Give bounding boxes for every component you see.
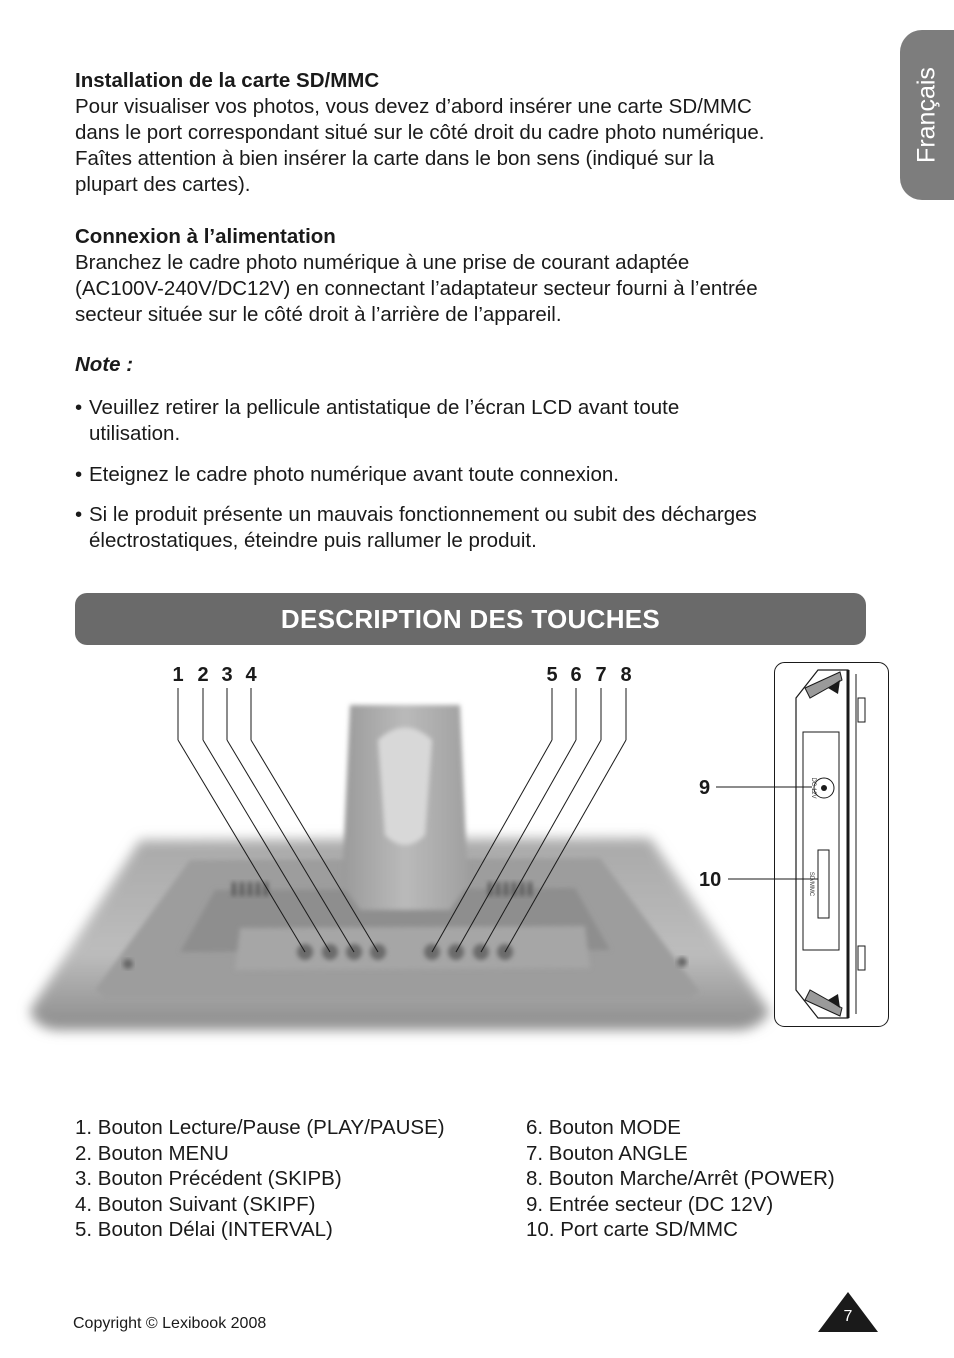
- dc-port-label: DC 12V: [810, 777, 816, 799]
- paragraph-line: Faîtes attention à bien insérer la carte dans le bon sens (indiqué sur la: [75, 147, 715, 170]
- page-number: 7: [843, 1308, 853, 1325]
- bullet-symbol: •: [75, 396, 83, 419]
- bullet-line: Veuillez retirer la pellicule antistatique de l’écran LCD avant toute: [89, 396, 680, 419]
- note-bullet: [75, 395, 875, 447]
- note-bullet: [75, 502, 875, 554]
- callout-5: 5: [546, 664, 558, 686]
- language-tab: [900, 30, 954, 200]
- screw-hole: [123, 959, 133, 969]
- legend-item: 5. Bouton Délai (INTERVAL): [75, 1218, 333, 1241]
- language-tab-label: Français: [912, 67, 941, 163]
- legend-item: 3. Bouton Précédent (SKIPB): [75, 1167, 342, 1190]
- paragraph-line: dans le port correspondant situé sur le côté droit du cadre photo numérique.: [75, 121, 765, 144]
- bullet-line: Si le produit présente un mauvais fonctionnement ou subit des décharges: [89, 503, 757, 526]
- paragraph-line: Pour visualiser vos photos, vous devez d’abord insérer une carte SD/MMC: [75, 95, 752, 118]
- card-slot-label: SD/MMC: [808, 871, 814, 897]
- bullet-line: électrostatiques, éteindre puis rallumer le produit.: [89, 529, 537, 552]
- section-sd-card: [75, 68, 875, 198]
- side-view: [775, 663, 889, 1027]
- callout-1: 1: [172, 664, 184, 686]
- callout-3: 3: [221, 664, 233, 686]
- section-banner: [75, 593, 866, 645]
- callout-2: 2: [197, 664, 209, 686]
- legend-item: 4. Bouton Suivant (SKIPF): [75, 1192, 316, 1216]
- card-slot: [818, 850, 829, 918]
- frame-back-view: [30, 705, 770, 1030]
- screw-hole: [677, 957, 687, 967]
- section-heading: Connexion à l’alimentation: [75, 225, 336, 248]
- paragraph-line: plupart des cartes).: [75, 173, 251, 196]
- callout-9: 9: [699, 777, 711, 799]
- bullet-symbol: •: [75, 503, 83, 526]
- legend-item: 9. Entrée secteur (DC 12V): [526, 1192, 774, 1216]
- note-bullet: [75, 462, 875, 488]
- paragraph-line: Branchez le cadre photo numérique à une prise de courant adaptée: [75, 251, 690, 274]
- legend-item: 6. Bouton MODE: [526, 1116, 681, 1139]
- legend-left: [75, 1115, 445, 1243]
- bullet-line: Eteignez le cadre photo numérique avant toute connexion.: [89, 463, 619, 486]
- paragraph-line: secteur située sur le côté droit à l’arrière de l’appareil.: [75, 303, 562, 326]
- callout-4: 4: [245, 664, 257, 686]
- legend-item: 7. Bouton ANGLE: [526, 1141, 688, 1165]
- legend-item: 2. Bouton MENU: [75, 1141, 229, 1165]
- section-power: [75, 224, 875, 328]
- paragraph-line: (AC100V-240V/DC12V) en connectant l’adaptateur secteur fourni à l’entrée: [75, 277, 758, 300]
- stand-cutout: [378, 728, 432, 846]
- banner-title: DESCRIPTION DES TOUCHES: [280, 603, 661, 634]
- button-panel: [235, 926, 590, 970]
- callout-8: 8: [620, 664, 632, 686]
- note-title: Note :: [75, 353, 134, 376]
- device-diagram: [0, 650, 954, 1090]
- callout-10: 10: [699, 869, 722, 891]
- legend-item: 1. Bouton Lecture/Pause (PLAY/PAUSE): [75, 1116, 445, 1139]
- legend-item: 10. Port carte SD/MMC: [526, 1218, 738, 1241]
- legend-item: 8. Bouton Marche/Arrêt (POWER): [526, 1167, 835, 1190]
- callout-6: 6: [570, 664, 582, 686]
- section-heading: Installation de la carte SD/MMC: [75, 69, 380, 92]
- legend-right: [526, 1115, 835, 1243]
- callout-7: 7: [595, 664, 607, 686]
- bullet-line: utilisation.: [89, 422, 181, 445]
- bullet-symbol: •: [75, 463, 83, 486]
- copyright: Copyright © Lexibook 2008: [73, 1315, 267, 1332]
